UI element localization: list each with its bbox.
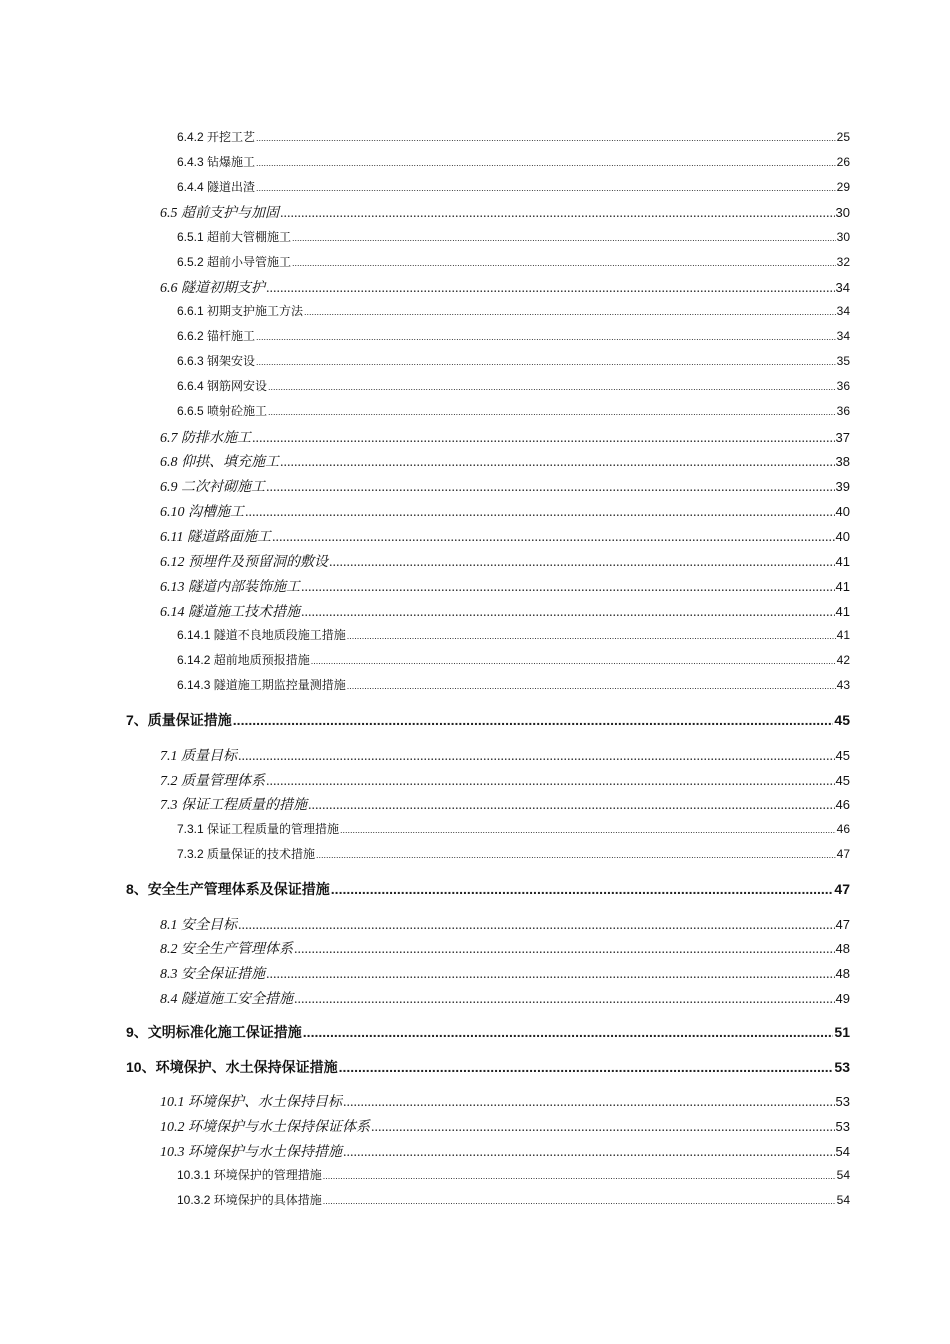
dot-leader <box>245 505 835 521</box>
dot-leader <box>347 681 836 691</box>
dot-leader <box>343 1145 835 1161</box>
dot-leader <box>252 431 835 447</box>
toc-entry-title: 10.2 环境保护与水土保持保证体系 <box>160 1120 370 1135</box>
toc-entry[interactable] <box>160 914 850 934</box>
toc-entry-page-number: 47 <box>835 917 850 932</box>
toc-entry[interactable] <box>126 1022 850 1042</box>
toc-entry-page-number: 47 <box>834 881 850 897</box>
dot-leader <box>292 233 836 243</box>
toc-entry-title: 6.11 隧道路面施工 <box>160 530 271 545</box>
toc-entry-title: 8.1 安全目标 <box>160 918 237 933</box>
toc-entry-title: 6.14.3 隧道施工期监控量测措施 <box>177 678 346 692</box>
toc-entry-page-number: 35 <box>836 354 850 368</box>
toc-entry-page-number: 41 <box>835 604 850 619</box>
toc-entry-title: 6.6.4 钢筋网安设 <box>177 379 268 393</box>
toc-entry-title: 7.1 质量目标 <box>160 749 237 764</box>
dot-leader <box>256 332 836 342</box>
toc-entry-title: 8.3 安全保证措施 <box>160 967 265 982</box>
dot-leader <box>268 382 836 392</box>
toc-entry-title: 6.6.1 初期支护施工方法 <box>177 304 304 318</box>
toc-entry[interactable] <box>160 601 850 621</box>
toc-entry-page-number: 25 <box>836 130 850 144</box>
toc-entry[interactable] <box>177 377 850 394</box>
toc-entry-title: 7.3.1 保证工程质量的管理措施 <box>177 822 340 836</box>
toc-entry[interactable] <box>177 402 850 419</box>
toc-entry[interactable] <box>160 476 850 496</box>
toc-entry[interactable] <box>177 1191 850 1208</box>
toc-entry[interactable] <box>160 1141 850 1161</box>
toc-entry[interactable] <box>160 794 850 814</box>
toc-entry-page-number: 30 <box>835 205 850 220</box>
toc-entry[interactable] <box>177 626 850 643</box>
dot-leader <box>238 749 835 765</box>
toc-entry[interactable] <box>160 988 850 1008</box>
toc-entry-title: 6.5 超前支护与加固 <box>160 206 279 221</box>
toc-entry-page-number: 34 <box>836 304 850 318</box>
toc-entry[interactable] <box>160 501 850 521</box>
toc-entry[interactable] <box>160 770 850 790</box>
toc-entry-page-number: 46 <box>836 822 850 836</box>
dot-leader <box>256 357 836 367</box>
toc-entry[interactable] <box>177 651 850 668</box>
toc-entry-page-number: 48 <box>835 941 850 956</box>
toc-entry-page-number: 32 <box>836 255 850 269</box>
toc-entry[interactable] <box>160 551 850 571</box>
toc-entry-page-number: 37 <box>835 430 850 445</box>
toc-entry-page-number: 26 <box>836 155 850 169</box>
toc-entry-page-number: 41 <box>835 554 850 569</box>
toc-entry[interactable] <box>160 451 850 471</box>
toc-entry-page-number: 38 <box>835 454 850 469</box>
dot-leader <box>339 1059 834 1075</box>
toc-entry[interactable] <box>177 302 850 319</box>
dot-leader <box>266 480 835 496</box>
toc-entry-title: 10.3.1 环境保护的管理措施 <box>177 1168 322 1182</box>
toc-entry[interactable] <box>126 710 850 730</box>
toc-entry[interactable] <box>126 879 850 899</box>
toc-entry-page-number: 41 <box>835 579 850 594</box>
toc-entry[interactable] <box>177 253 850 270</box>
toc-entry[interactable] <box>160 526 850 546</box>
toc-entry-title: 8.4 隧道施工安全措施 <box>160 992 293 1007</box>
dot-leader <box>266 967 835 983</box>
dot-leader <box>292 258 836 268</box>
toc-entry-page-number: 40 <box>835 529 850 544</box>
toc-entry[interactable] <box>177 845 850 862</box>
toc-entry-title: 9、文明标准化施工保证措施 <box>126 1024 302 1040</box>
toc-entry-page-number: 49 <box>835 991 850 1006</box>
toc-entry-title: 6.6 隧道初期支护 <box>160 281 265 296</box>
dot-leader <box>331 881 834 897</box>
toc-entry[interactable] <box>177 1166 850 1183</box>
toc-entry-title: 6.14.2 超前地质预报措施 <box>177 653 310 667</box>
dot-leader <box>323 1196 836 1206</box>
dot-leader <box>323 1171 836 1181</box>
dot-leader <box>340 825 836 835</box>
toc-entry[interactable] <box>177 153 850 170</box>
toc-entry[interactable] <box>160 963 850 983</box>
toc-entry-page-number: 46 <box>835 797 850 812</box>
dot-leader <box>303 1024 834 1040</box>
dot-leader <box>268 407 836 417</box>
toc-entry-title: 6.8 仰拱、填充施工 <box>160 455 279 470</box>
toc-entry[interactable] <box>160 1116 850 1136</box>
toc-entry-page-number: 40 <box>835 504 850 519</box>
toc-entry-title: 6.10 沟槽施工 <box>160 505 244 520</box>
toc-entry-page-number: 42 <box>836 653 850 667</box>
toc-entry[interactable] <box>160 277 850 297</box>
toc-entry-title: 6.13 隧道内部装饰施工 <box>160 580 300 595</box>
toc-entry-title: 7.2 质量管理体系 <box>160 774 265 789</box>
dot-leader <box>308 798 835 814</box>
toc-entry-title: 6.9 二次衬砌施工 <box>160 480 265 495</box>
dot-leader <box>343 1095 835 1111</box>
toc-entry-title: 6.12 预埋件及预留洞的敷设 <box>160 555 328 570</box>
toc-entry-title: 10.3.2 环境保护的具体措施 <box>177 1193 322 1207</box>
toc-entry-title: 6.14.1 隧道不良地质段施工措施 <box>177 628 346 642</box>
toc-entry[interactable] <box>177 820 850 837</box>
dot-leader <box>272 530 835 546</box>
dot-leader <box>266 774 835 790</box>
toc-entry-title: 6.7 防排水施工 <box>160 431 251 446</box>
toc-entry-page-number: 53 <box>835 1119 850 1134</box>
toc-entry-title: 7.3.2 质量保证的技术措施 <box>177 847 316 861</box>
dot-leader <box>280 455 835 471</box>
dot-leader <box>301 605 835 621</box>
dot-leader <box>329 555 835 571</box>
toc-entry[interactable] <box>160 938 850 958</box>
toc-entry[interactable] <box>160 1091 850 1111</box>
toc-entry-page-number: 34 <box>836 329 850 343</box>
toc-entry-page-number: 53 <box>835 1094 850 1109</box>
toc-entry-title: 6.6.5 喷射砼施工 <box>177 404 268 418</box>
toc-entry-title: 6.5.2 超前小导管施工 <box>177 255 292 269</box>
toc-entry-page-number: 45 <box>835 773 850 788</box>
toc-entry-title: 7.3 保证工程质量的措施 <box>160 798 307 813</box>
toc-entry-title: 6.4.4 隧道出渣 <box>177 180 256 194</box>
toc-entry-page-number: 48 <box>835 966 850 981</box>
toc-entry-title: 10.1 环境保护、水土保持目标 <box>160 1095 342 1110</box>
toc-entry-page-number: 45 <box>835 748 850 763</box>
dot-leader <box>316 850 836 860</box>
toc-entry[interactable] <box>160 427 850 447</box>
toc-entry-title: 8.2 安全生产管理体系 <box>160 942 293 957</box>
toc-entry-page-number: 34 <box>835 280 850 295</box>
toc-entry[interactable] <box>177 352 850 369</box>
dot-leader <box>256 158 836 168</box>
toc-entry-title: 6.4.2 开挖工艺 <box>177 130 256 144</box>
toc-entry-page-number: 29 <box>836 180 850 194</box>
toc-entry[interactable] <box>177 327 850 344</box>
dot-leader <box>256 133 836 143</box>
toc-entry-page-number: 54 <box>836 1193 850 1207</box>
dot-leader <box>266 281 835 297</box>
toc-entry[interactable] <box>160 745 850 765</box>
toc-entry-page-number: 30 <box>836 230 850 244</box>
toc-entry-page-number: 54 <box>835 1144 850 1159</box>
toc-entry-title: 8、安全生产管理体系及保证措施 <box>126 881 330 897</box>
toc-entry-title: 10、环境保护、水土保持保证措施 <box>126 1059 338 1075</box>
toc-entry-page-number: 39 <box>835 479 850 494</box>
dot-leader <box>294 942 835 958</box>
toc-entry[interactable] <box>126 1057 850 1077</box>
dot-leader <box>304 307 836 317</box>
dot-leader <box>238 918 835 934</box>
toc-entry-page-number: 54 <box>836 1168 850 1182</box>
dot-leader <box>280 206 835 222</box>
toc-entry-page-number: 45 <box>834 712 850 728</box>
dot-leader <box>233 712 834 728</box>
dot-leader <box>311 656 836 666</box>
toc-entry-title: 6.4.3 钻爆施工 <box>177 155 256 169</box>
toc-entry-page-number: 36 <box>836 379 850 393</box>
toc-entry-title: 10.3 环境保护与水土保持措施 <box>160 1145 342 1160</box>
toc-entry[interactable] <box>177 178 850 195</box>
dot-leader <box>301 580 835 596</box>
toc-entry[interactable] <box>160 576 850 596</box>
toc-entry[interactable] <box>177 228 850 245</box>
toc-entry-title: 6.14 隧道施工技术措施 <box>160 605 300 620</box>
toc-entry[interactable] <box>177 128 850 145</box>
toc-entry-title: 6.6.2 锚杆施工 <box>177 329 256 343</box>
toc-entry-page-number: 53 <box>834 1059 850 1075</box>
toc-entry-title: 6.5.1 超前大管棚施工 <box>177 230 292 244</box>
toc-entry-page-number: 51 <box>834 1024 850 1040</box>
dot-leader <box>294 992 835 1008</box>
dot-leader <box>371 1120 835 1136</box>
toc-entry[interactable] <box>177 676 850 693</box>
dot-leader <box>256 183 836 193</box>
toc-entry-title: 6.6.3 钢架安设 <box>177 354 256 368</box>
dot-leader <box>347 631 836 641</box>
toc-entry-page-number: 36 <box>836 404 850 418</box>
toc-entry-page-number: 43 <box>836 678 850 692</box>
toc-entry-page-number: 41 <box>836 628 850 642</box>
toc-entry-page-number: 47 <box>836 847 850 861</box>
toc-entry[interactable] <box>160 202 850 222</box>
toc-entry-title: 7、质量保证措施 <box>126 712 232 728</box>
